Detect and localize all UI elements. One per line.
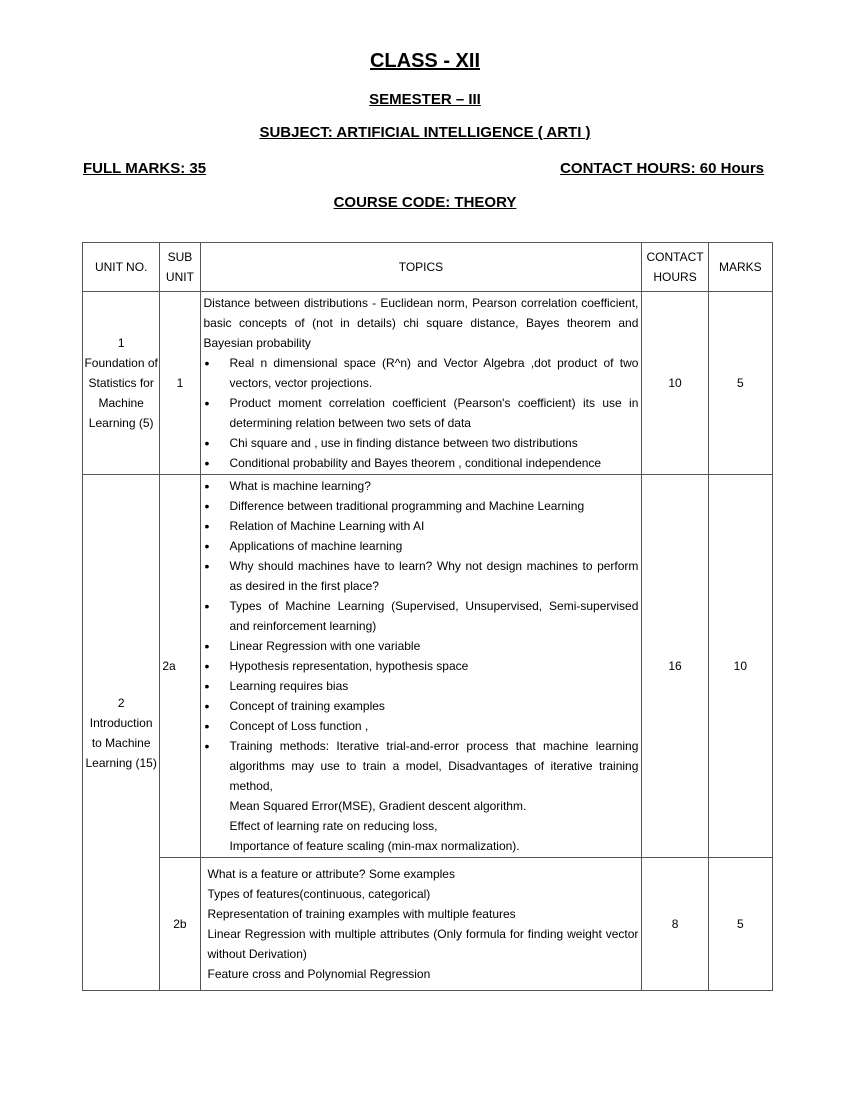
unit-1-topics xyxy=(200,292,642,475)
unit-2-name: Introduction to Machine Learning (15) xyxy=(85,715,157,770)
unit-1-cell xyxy=(83,292,160,475)
list-item: • Concept of Loss function , xyxy=(204,716,639,736)
list-item: • Difference between traditional programming and Machine Learning xyxy=(204,496,639,516)
unit-2b-sub-unit: 2b xyxy=(160,858,200,991)
unit-2a-marks: 10 xyxy=(708,475,772,858)
unit-1-name: Foundation of Statistics for Machine Learning (5) xyxy=(84,356,158,430)
unit-1-sub-unit: 1 xyxy=(160,292,200,475)
col-header-unit-no: UNIT NO. xyxy=(83,243,160,292)
unit-1-contact-hours: 10 xyxy=(642,292,708,475)
list-item: • Chi square and , use in finding distance between two distributions xyxy=(204,433,639,453)
list-item: • Hypothesis representation, hypothesis space xyxy=(204,656,639,676)
unit-2a-topics xyxy=(200,475,642,858)
unit-2b-contact-hours: 8 xyxy=(642,858,708,991)
list-item: Representation of training examples with multiple features xyxy=(207,907,516,921)
unit-2b-topics xyxy=(200,858,642,991)
full-marks: FULL MARKS: 35 xyxy=(83,160,207,177)
col-header-topics: TOPICS xyxy=(200,243,642,292)
list-item: • Real n dimensional space (R^n) and Vector Algebra ,dot product of two vectors, vector projections. xyxy=(204,353,639,393)
subject-title: SUBJECT: ARTIFICIAL INTELLIGENCE ( ARTI ) xyxy=(259,124,591,141)
list-item-continuation: Effect of learning rate on reducing loss, xyxy=(229,819,438,833)
unit-2-number: 2 xyxy=(117,695,125,710)
list-item: • Training methods: Iterative trial-and-error process that machine learning algorithms may use to train a model, Disadvantages of iterative training method, xyxy=(204,736,639,796)
list-item: • Conditional probability and Bayes theorem , conditional independence xyxy=(204,453,639,473)
list-item: Types of features(continuous, categorical) xyxy=(207,887,431,901)
list-item: What is a feature or attribute? Some examples xyxy=(207,867,455,881)
list-item: Feature cross and Polynomial Regression xyxy=(207,967,431,981)
col-header-marks: MARKS xyxy=(708,243,772,292)
list-item: • Types of Machine Learning (Supervised, Unsupervised, Semi-supervised and reinforcement learning) xyxy=(204,596,639,636)
list-item: • Relation of Machine Learning with AI xyxy=(204,516,639,536)
unit-2b-marks: 5 xyxy=(708,858,772,991)
table-row-unit-2b xyxy=(83,858,773,991)
list-item: • What is machine learning? xyxy=(204,476,639,496)
col-header-sub-unit: SUB UNIT xyxy=(160,243,200,292)
syllabus-table xyxy=(82,242,773,991)
unit-2a-sub-unit: 2a xyxy=(160,475,200,858)
table-header-row xyxy=(83,243,773,292)
list-item: • Applications of machine learning xyxy=(204,536,639,556)
table-row-unit-2a xyxy=(83,475,773,858)
course-code: COURSE CODE: THEORY xyxy=(333,194,517,211)
list-item: Linear Regression with multiple attributes (Only formula for finding weight vector without Derivation) xyxy=(207,927,639,961)
semester-title: SEMESTER – III xyxy=(369,91,481,108)
table-row-unit-1 xyxy=(83,292,773,475)
list-item-continuation: Mean Squared Error(MSE), Gradient descent algorithm. xyxy=(229,799,527,813)
col-header-contact-hours: CONTACT HOURS xyxy=(642,243,708,292)
topic-intro: Distance between distributions - Euclidean norm, Pearson correlation coefficient, basic concepts of (not in details) chi square distance, Bayes theorem and Bayesian probability xyxy=(203,296,639,350)
class-title: CLASS - XII xyxy=(369,50,480,72)
list-item: • Why should machines have to learn? Why not design machines to perform as desired in the first place? xyxy=(204,556,639,596)
unit-1-number: 1 xyxy=(117,336,125,350)
list-item: • Learning requires bias xyxy=(204,676,639,696)
list-item: • Concept of training examples xyxy=(204,696,639,716)
unit-1-marks: 5 xyxy=(708,292,772,475)
list-item: • Product moment correlation coefficient (Pearson's coefficient) its use in determining relation between two sets of data xyxy=(204,393,639,433)
contact-hours: CONTACT HOURS: 60 Hours xyxy=(560,160,764,177)
list-item: • Linear Regression with one variable xyxy=(204,636,639,656)
unit-2a-contact-hours: 16 xyxy=(642,475,708,858)
list-item-continuation: Importance of feature scaling (min-max normalization). xyxy=(229,839,520,853)
unit-2-cell xyxy=(83,475,160,991)
